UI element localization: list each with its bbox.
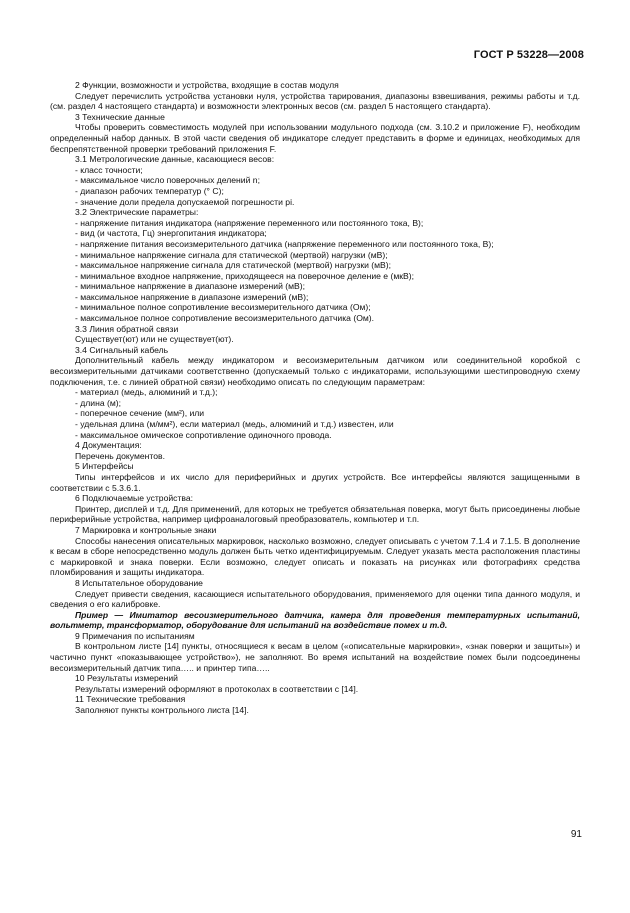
list-item: - максимальное омическое сопротивление одиночного провода. bbox=[75, 429, 332, 440]
list-item: - значение доли предела допускаемой погрешности pi. bbox=[75, 196, 295, 207]
section-heading: 10 Результаты измерений bbox=[75, 673, 178, 684]
standard-header: ГОСТ Р 53228—2008 bbox=[473, 49, 584, 61]
list-item: - напряжение питания весоизмерительного датчика (напряжение переменного или постоянного тока, В); bbox=[75, 238, 494, 249]
body-paragraph: Типы интерфейсов и их число для периферийных и других устройств. Все интерфейсы являются защищенными в соответствии с 5.3.6.1. bbox=[50, 471, 580, 493]
body-paragraph: Принтер, дисплей и т.д. Для применений, для которых не требуется обязательная поверка, могут быть присоединены любые периферийные устройства, например цифроаналоговый преобразователь, компьютер и т.п. bbox=[50, 503, 580, 525]
body-paragraph: Заполняют пункты контрольного листа [14]. bbox=[75, 705, 249, 716]
subsection-heading: 3.2 Электрические параметры: bbox=[75, 207, 199, 218]
subsection-heading: 3.1 Метрологические данные, касающиеся весов: bbox=[75, 154, 275, 165]
body-paragraph: Способы нанесения описательных маркировок, насколько возможно, следует описывать с учетом 7.1.4 и 7.1.5. В дополнение к весам в сборе непосредственно модуль должен быть четко идентифицируемым. Следует указать места расположения пластины с маркировкой и знака поверки. Если возможно, следует описать и показать на рисунках или фотографиях средства пломбирования и защиты индикатора. bbox=[50, 535, 580, 578]
example-paragraph: Пример — Имитатор весоизмерительного датчика, камера для проведения температурных испытаний, вольтметр, трансформатор, оборудование для испытаний на воздействие помех и т.д. bbox=[50, 609, 580, 631]
list-item: - удельная длина (м/мм²), если материал (медь, алюминий и т.д.) известен, или bbox=[75, 419, 394, 429]
section-heading: 7 Маркировка и контрольные знаки bbox=[75, 524, 217, 535]
body-paragraph: Следует привести сведения, касающиеся испытательного оборудования, применяемого для оценки типа данного модуля, и сведения о его калибровке. bbox=[50, 588, 580, 610]
list-item: - длина (м); bbox=[75, 397, 122, 408]
body-paragraph: В контрольном листе [14] пункты, относящиеся к весам в целом («описательные маркировки», «знак поверки и защиты») и частично пункт «показывающее устройство»), не заполняют. Во время испытаний на воздействие помех были подсоединены весоизмерительный датчик типа….. и принтер типа….. bbox=[50, 641, 580, 673]
list-item: - максимальное напряжение в диапазоне измерений (мВ); bbox=[75, 291, 309, 302]
subsection-heading: 3.4 Сигнальный кабель bbox=[75, 344, 169, 355]
body-paragraph: Перечень документов. bbox=[75, 450, 165, 461]
list-item: - минимальное напряжение сигнала для статической (мертвой) нагрузки (мВ); bbox=[75, 249, 388, 260]
section-heading: 6 Подключаемые устройства: bbox=[75, 493, 194, 504]
section-heading: 4 Документация: bbox=[75, 440, 142, 451]
body-paragraph: Дополнительный кабель между индикатором и весоизмерительным датчиком или соединительной коробкой с весоизмерительными датчиками соответственно (допускаемый только с индикаторами, использующими шестипроводную схему подключения, т.е. с линией обратной связи) необходимо описать по следующим параметрам: bbox=[50, 355, 580, 387]
body-paragraph: Чтобы проверить совместимость модулей при использовании модульного подхода (см. 3.10.2 и приложение F), необходим определенный набор данных. В этой части сведения об индикаторе следует представить в форме и единицах, необходимых для беспрепятственной проверки требований приложения F. bbox=[50, 122, 580, 154]
section-heading: 8 Испытательное оборудование bbox=[75, 577, 203, 588]
body-paragraph: Существует(ют) или не существует(ют). bbox=[75, 334, 234, 345]
section-heading: 3 Технические данные bbox=[75, 111, 165, 122]
list-item: - класс точности; bbox=[75, 164, 143, 175]
subsection-heading: 3.3 Линия обратной связи bbox=[75, 323, 179, 334]
body-paragraph: Результаты измерений оформляют в протоколах в соответствии с [14]. bbox=[75, 683, 359, 694]
list-item: - минимальное входное напряжение, приходящееся на поверочное деление e (мкВ); bbox=[75, 270, 414, 281]
section-heading: 11 Технические требования bbox=[75, 694, 186, 705]
body-paragraph: Следует перечислить устройства установки нуля, устройства тарирования, диапазоны взвешивания, режимы работы и т.д. (см. раздел 4 настоящего стандарта) и возможности электронных весов (см. раздел 5 настоящего стандарта). bbox=[50, 90, 580, 112]
list-item: - минимальное полное сопротивление весоизмерительного датчика (Ом); bbox=[75, 302, 371, 313]
list-item: - напряжение питания индикатора (напряжение переменного или постоянного тока, В); bbox=[75, 217, 424, 228]
list-item: - диапазон рабочих температур (° C); bbox=[75, 185, 224, 196]
section-heading: 5 Интерфейсы bbox=[75, 461, 134, 472]
section-heading: 9 Примечания по испытаниям bbox=[75, 630, 195, 641]
list-item: - максимальное число поверочных делений n; bbox=[75, 175, 260, 186]
list-item: - материал (медь, алюминий и т.д.); bbox=[75, 387, 218, 398]
section-heading: 2 Функции, возможности и устройства, входящие в состав модуля bbox=[75, 80, 339, 90]
list-item: - минимальное напряжение в диапазоне измерений (мВ); bbox=[75, 281, 306, 292]
page-number: 91 bbox=[570, 829, 582, 840]
list-item: - максимальное напряжение сигнала для статической (мертвой) нагрузки (мВ); bbox=[75, 260, 392, 271]
document-body bbox=[50, 80, 580, 716]
list-item: - поперечное сечение (мм²), или bbox=[75, 408, 205, 419]
list-item: - вид (и частота, Гц) энергопитания индикатора; bbox=[75, 228, 267, 239]
list-item: - максимальное полное сопротивление весоизмерительного датчика (Ом). bbox=[75, 313, 375, 324]
